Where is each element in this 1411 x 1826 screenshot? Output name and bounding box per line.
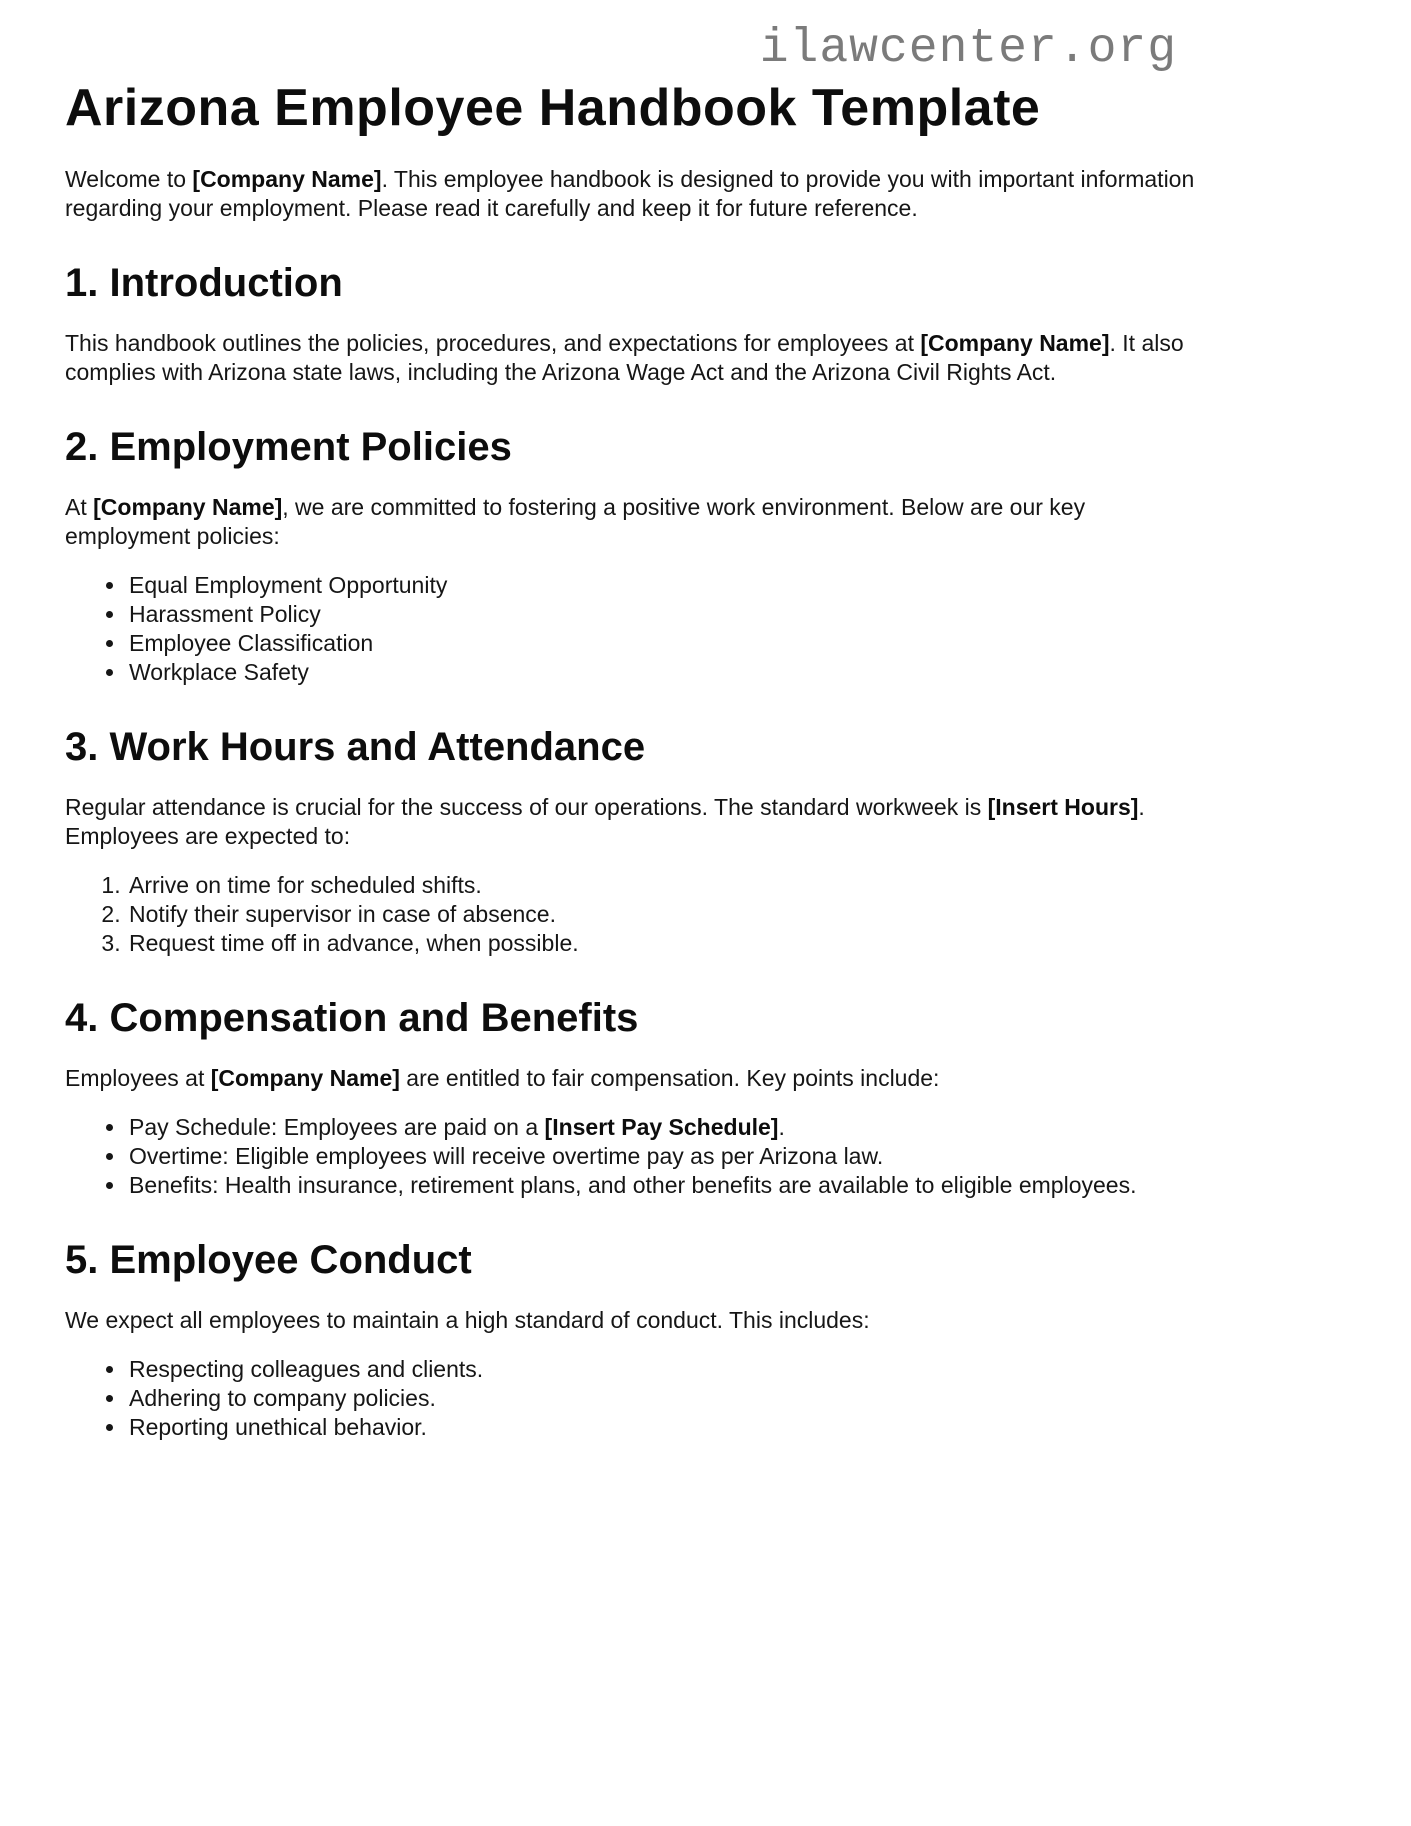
insert-pay-schedule-placeholder: [Insert Pay Schedule] — [544, 1113, 779, 1140]
list-item: • Equal Employment Opportunity — [127, 571, 1195, 600]
list-item: • Workplace Safety — [127, 658, 1195, 687]
welcome-paragraph — [65, 165, 1195, 223]
text-run: . It also complies with Arizona state laws, including the Arizona Wage Act and the Arizona Civil Rights Act. — [65, 329, 1184, 385]
text-run: This handbook outlines the policies, procedures, and expectations for employees at — [65, 329, 921, 356]
text-run: Welcome to — [65, 165, 193, 192]
section-heading-compensation: 4. Compensation and Benefits — [65, 995, 639, 1040]
list-item: • Adhering to company policies. — [127, 1384, 1195, 1413]
section-heading-employment-policies: 2. Employment Policies — [65, 424, 512, 469]
list-item: 2. Notify their supervisor in case of absence. — [127, 900, 1195, 929]
section-heading-employee-conduct: 5. Employee Conduct — [65, 1237, 472, 1282]
work-hours-numbered-list — [65, 871, 1195, 958]
company-name-placeholder: [Company Name] — [210, 1064, 400, 1091]
employment-policies-paragraph — [65, 493, 1195, 551]
employment-policies-list — [65, 571, 1195, 687]
work-hours-paragraph — [65, 793, 1195, 851]
list-item: • Reporting unethical behavior. — [127, 1413, 1195, 1442]
list-item: • Respecting colleagues and clients. — [127, 1355, 1195, 1384]
introduction-paragraph — [65, 329, 1195, 387]
page-title: Arizona Employee Handbook Template — [65, 79, 1041, 138]
compensation-paragraph — [65, 1064, 1195, 1093]
list-item — [127, 1171, 1195, 1200]
employee-conduct-paragraph — [65, 1306, 1195, 1335]
list-item: 3. Request time off in advance, when possible. — [127, 929, 1195, 958]
text-run: . This employee handbook is designed to provide you with important information regarding your employment. Please read it carefully and keep it for future reference. — [65, 165, 1195, 221]
list-item — [127, 1142, 1195, 1171]
text-run: Employees at — [65, 1064, 211, 1091]
text-run: We expect all employees to maintain a high standard of conduct. This includes: — [65, 1306, 870, 1333]
compensation-list — [65, 1113, 1195, 1200]
text-run: . — [778, 1113, 785, 1140]
text-run: are entitled to fair compensation. Key points include: — [399, 1064, 940, 1091]
document-content — [65, 0, 1195, 1442]
list-item: 1. Arrive on time for scheduled shifts. — [127, 871, 1195, 900]
company-name-placeholder: [Company Name] — [920, 329, 1110, 356]
text-run: . Employees are expected to: — [65, 793, 1145, 849]
company-name-placeholder: [Company Name] — [192, 165, 382, 192]
text-run: Benefits: Health insurance, retirement plans, and other benefits are available to eligible employees. — [129, 1171, 1137, 1198]
section-heading-work-hours: 3. Work Hours and Attendance — [65, 724, 646, 769]
insert-hours-placeholder: [Insert Hours] — [987, 793, 1139, 820]
employee-conduct-list — [65, 1355, 1195, 1442]
text-run: Regular attendance is crucial for the success of our operations. The standard workweek is — [65, 793, 988, 820]
text-run: Pay Schedule: Employees are paid on a — [129, 1113, 545, 1140]
text-run: Overtime: Eligible employees will receive overtime pay as per Arizona law. — [129, 1142, 884, 1169]
section-heading-introduction: 1. Introduction — [65, 260, 343, 305]
site-watermark: ilawcenter.org — [759, 22, 1177, 76]
list-item: • Employee Classification — [127, 629, 1195, 658]
list-item: • Harassment Policy — [127, 600, 1195, 629]
company-name-placeholder: [Company Name] — [93, 493, 283, 520]
text-run: , we are committed to fostering a positive work environment. Below are our key employment policies: — [65, 493, 1086, 549]
text-run: At — [65, 493, 94, 520]
list-item — [127, 1113, 1195, 1142]
